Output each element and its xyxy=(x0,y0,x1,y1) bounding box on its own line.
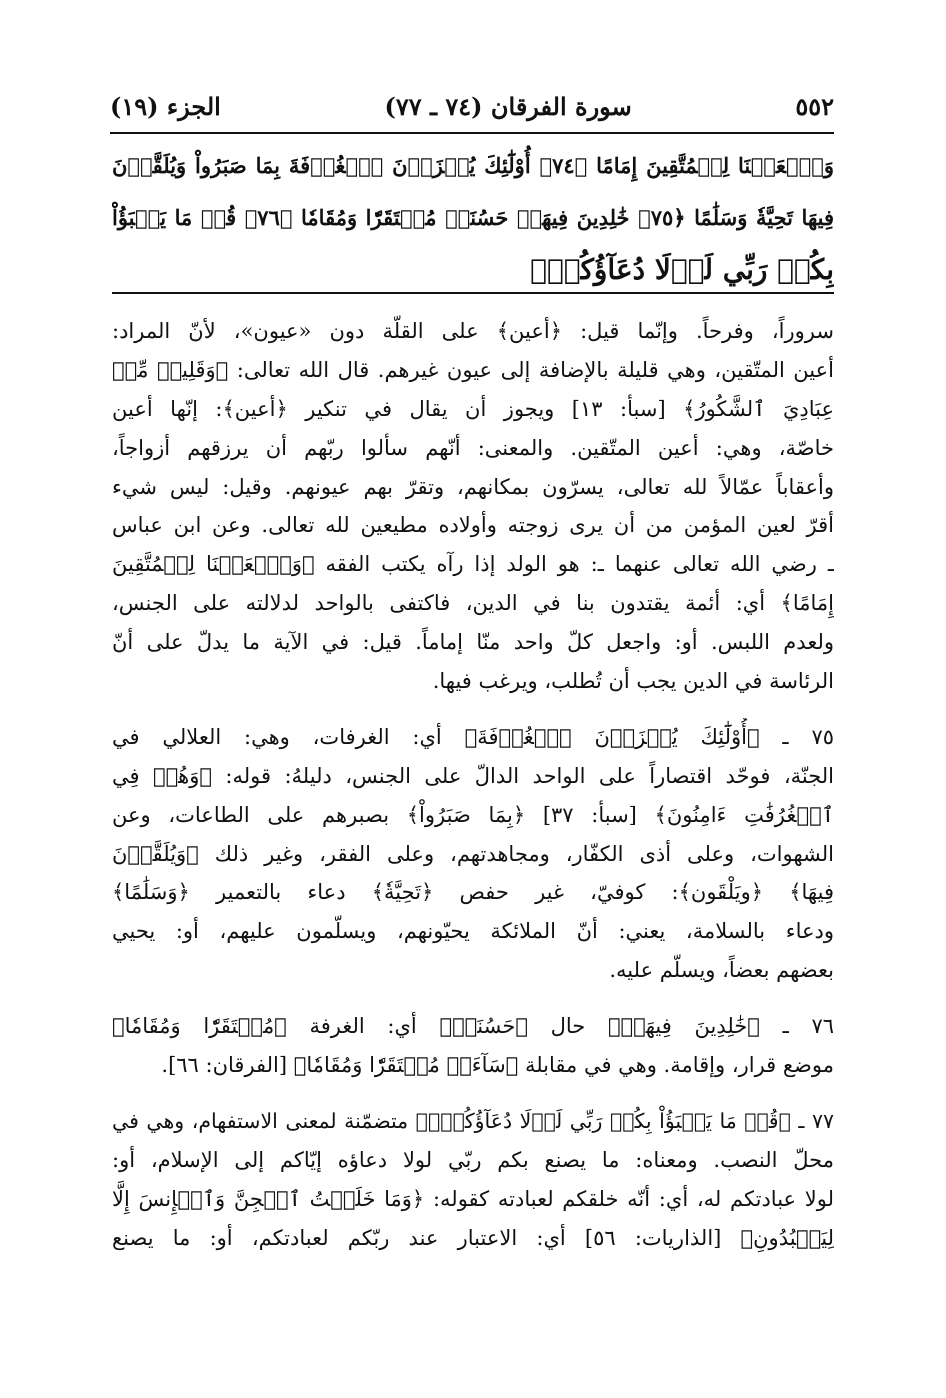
commentary-line: محلّ النصب. ومعناه: ما يصنع بكم ربّي لولا دعاؤه إيّاكم إلى الإسلام، أو: xyxy=(112,1147,834,1172)
commentary-line: أقرّ لعين المؤمن من أن يرى زوجته وأولاده مطيعين لله تعالى. وعن ابن عباس xyxy=(112,513,834,538)
verse-line: فِيهَا تَحِيَّةٗ وَسَلَٰمًا ﴿٧٥﴾ خَٰلِدِينَ فِيهَاۚ حَسُنَتۡ مُسۡتَقَرّٗا وَمُقَامٗا ﴿٧٦﴾ قُلۡ مَا يَعۡبَؤُاْ xyxy=(112,205,834,230)
commentary-line: إِمَامًا﴾ أي: أئمة يقتدون بنا في الدين، فاكتفى بالواحد لدلالته على الجنس، xyxy=(112,591,834,616)
commentary-line: أعين المتّقين، وهي قليلة بالإضافة إلى عيون غيرهم. قال الله تعالى: ﴿وَقَلِيلٞ مِّنۡ xyxy=(112,357,834,382)
page-number: ٥٥٢ xyxy=(795,91,834,121)
commentary-line: موضع قرار، وإقامة. وهي في مقابلة ﴿سَآءَتۡ مُسۡتَقَرّٗا وَمُقَامٗا﴾ [الفرقان: ٦٦]. xyxy=(161,1053,834,1078)
commentary-line: ولعدم اللبس. أو: واجعل كلّ واحد منّا إماماً. قيل: في الآية ما يدلّ على أنّ xyxy=(112,630,834,655)
commentary-line: بعضهم بعضاً، ويسلّم عليه. xyxy=(609,958,834,983)
juz-label: الجزء (١٩) xyxy=(110,91,221,121)
commentary-line: عِبَادِيَ ٱلشَّكُورُ﴾ [سبأ: ١٣] ويجوز أن يقال في تنكير ﴿أعين﴾: إنّها أعين xyxy=(112,396,834,421)
commentary-line: الرئاسة في الدين يجب أن تُطلب، ويرغب فيها. xyxy=(432,669,834,694)
page-header xyxy=(110,86,834,126)
commentary-line: ٧٦ ـ ﴿خَٰلِدِينَ فِيهَاۚ﴾ حال ﴿حَسُنَتۡ﴾ أي: الغرفة ﴿مُسۡتَقَرّٗا وَمُقَامٗا﴾ xyxy=(112,1014,834,1039)
commentary-line: لِيَعۡبُدُونِ﴾ [الذاريات: ٥٦] أي: الاعتبار عند ربّكم لعبادتكم، أو: ما يصنع xyxy=(112,1225,834,1250)
commentary-line: ٧٥ ـ ﴿أُوْلَٰٓئِكَ يُجۡزَوۡنَ ٱلۡغُرۡفَةَ﴾ أي: الغرفات، وهي: العلالي في xyxy=(112,724,834,749)
commentary-line: ـ رضي الله تعالى عنهما ـ: هو الولد إذا رآه يكتب الفقه ﴿وَٱجۡعَلۡنَا لِلۡمُتَّقِينَ xyxy=(112,552,834,577)
commentary-line: الجنّة، فوحّد اقتصاراً على الواحد الدالّ على الجنس، دليلهُ: قوله: ﴿وَهُمۡ فِي xyxy=(112,763,834,788)
commentary-body xyxy=(112,312,834,1257)
verse-line: بِكُمۡ رَبِّي لَوۡلَا دُعَآؤُكُمۡۖ xyxy=(530,253,834,286)
commentary-line: ٧٧ ـ ﴿قُلۡ مَا يَعۡبَؤُاْ بِكُمۡ رَبِّي لَوۡلَا دُعَآؤُكُمۡۖ﴾ متضمّنة لمعنى الاستفهام، وهي في xyxy=(112,1108,834,1133)
quran-verses xyxy=(112,140,834,296)
commentary-line: ودعاء بالسلامة، يعني: أنّ الملائكة يحيّونهم، ويسلّمون عليهم، أو: يحيي xyxy=(112,919,834,944)
commentary-line: ٱلۡغُرُفَٰتِ ءَامِنُونَ﴾ [سبأ: ٣٧] ﴿بِمَا صَبَرُواْ﴾ بصبرهم على الطاعات، وعن xyxy=(112,802,834,827)
commentary-line: خاصّة، وهي: أعين المتّقين. والمعنى: أنّهم سألوا ربّهم أن يرزقهم أزواجاً، xyxy=(112,435,834,460)
commentary-line: فِيهَا﴾ ﴿ويَلْقَون﴾: كوفيّ، غير حفص ﴿تَحِيَّةٗ﴾ دعاء بالتعمير ﴿وَسَلَٰمًا﴾ xyxy=(112,880,834,905)
surah-title: سورة الفرقان (٧٤ ـ ٧٧) xyxy=(384,91,632,121)
commentary-line: لولا عبادتكم له، أي: أنّه خلقكم لعبادته كقوله: ﴿وَمَا خَلَقۡتُ ٱلۡجِنَّ وَٱلۡإِنسَ إِلَّا xyxy=(112,1186,834,1211)
commentary-line: وأعقاباً عمّالاً لله تعالى، يسرّون بمكانهم، وتقرّ بهم عيونهم. وقيل: ليس شيء xyxy=(112,474,834,499)
commentary-line: الشهوات، وعلى أذى الكفّار، ومجاهدتهم، وعلى الفقر، وغير ذلك ﴿وَيُلَقَّوۡنَ xyxy=(112,841,834,866)
verses-divider xyxy=(112,292,834,294)
header-divider xyxy=(110,132,834,134)
commentary-line: سروراً، وفرحاً. وإنّما قيل: ﴿أعين﴾ على القلّة دون «عيون»، لأنّ المراد: xyxy=(112,319,834,343)
verse-line: وَٱجۡعَلۡنَا لِلۡمُتَّقِينَ إِمَامًا ﴿٧٤﴾ أُوْلَٰٓئِكَ يُجۡزَوۡنَ ٱلۡغُرۡفَةَ بِمَا صَبَرُواْ وَيُلَقَّوۡنَ xyxy=(112,153,834,178)
